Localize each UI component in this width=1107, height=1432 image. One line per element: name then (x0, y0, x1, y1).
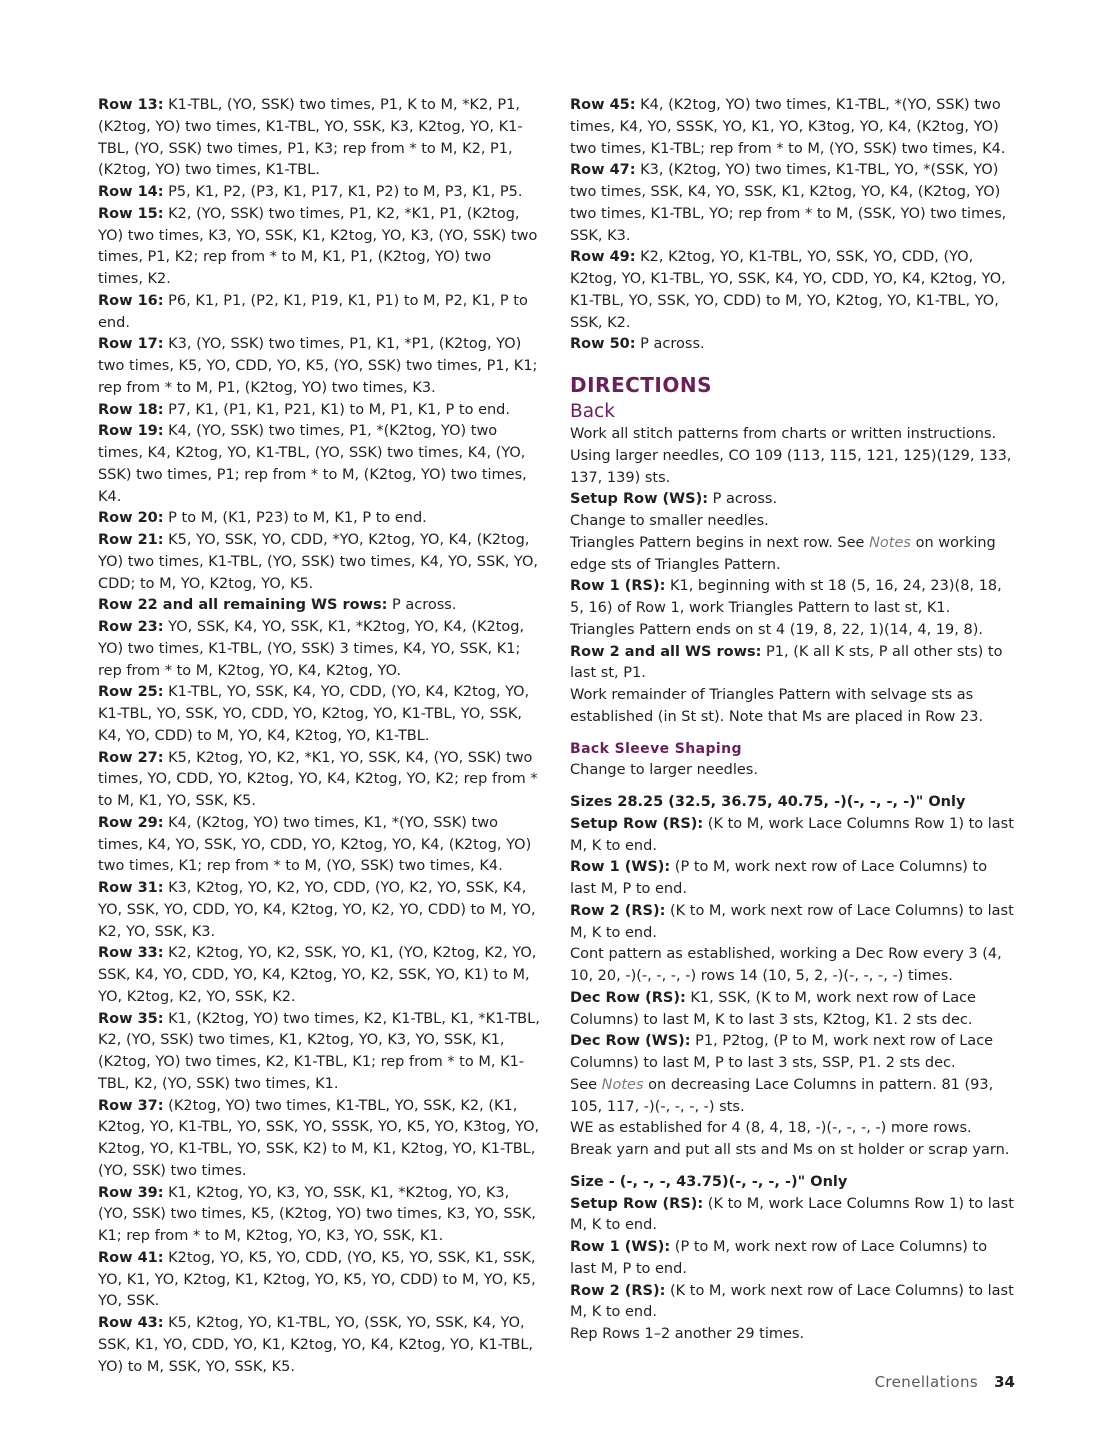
left-column (98, 95, 540, 1378)
row-instruction (98, 1009, 540, 1096)
change-larger-needles: Change to larger needles. (570, 762, 758, 779)
row-2-ws: Row 2 and all WS rows: P1, (K all K sts, P all other sts) to last st, P1. (570, 643, 1003, 682)
row-instruction (98, 291, 540, 335)
row-text: P6, K1, P1, (P2, K1, P19, K1, P1) to M, P2, K1, P to end. (98, 292, 528, 331)
setup-row-ws: Setup Row (WS): P across. (570, 491, 778, 508)
row-text: K2, K2tog, YO, K2, SSK, YO, K1, (YO, K2tog, K2, YO, SSK, K4, YO, CDD, YO, K4, K2tog, YO, K2, SSK, YO, K1) to M, YO, K2tog, K2, YO, SSK, K2. (98, 945, 537, 1005)
row-instruction (570, 160, 1015, 247)
row-text: K3, (K2tog, YO) two times, K1-TBL, YO, *(SSK, YO) two times, SSK, K4, YO, SSK, K1, K2tog, YO, K4, (K2tog, YO) two times, K1-TBL, YO; rep from * to M, (SSK, YO) two times, SSK, K3. (570, 162, 1007, 244)
row-instruction (98, 617, 540, 682)
row-text: K2tog, YO, K5, YO, CDD, (YO, K5, YO, SSK, K1, SSK, YO, K1, YO, K2tog, K1, K2tog, YO, K5, YO, CDD) to M, YO, K5, YO, SSK. (98, 1249, 536, 1310)
row-label: Row 15: (98, 205, 164, 222)
row-instruction (98, 878, 540, 943)
row-label: Row 37: (98, 1097, 164, 1114)
sizes-a-dec-row-rs: Dec Row (RS): K1, SSK, (K to M, work next row of Lace Columns) to last M, K to last 3 sts, K2tog, K1. 2 sts dec. (570, 989, 976, 1028)
change-smaller-needles: Change to smaller needles. (570, 513, 769, 529)
row-instruction (98, 813, 540, 878)
page-number: 34 (994, 1373, 1015, 1391)
row-label: Row 47: (570, 162, 636, 179)
row-text: K3, (YO, SSK) two times, P1, K1, *P1, (K2tog, YO) two times, K5, YO, CDD, YO, K5, (YO, SSK) two times, P1, K1; rep from * to M, P1, (K2tog, YO) two times, K3. (98, 336, 538, 396)
sizes-a-heading: Sizes 28.25 (32.5, 36.75, 40.75, -)(-, -, -, -)" Only (570, 794, 966, 810)
row-instruction (98, 595, 540, 617)
row-label: Row 41: (98, 1249, 164, 1266)
sizes-a-see-notes: See Notes on decreasing Lace Columns in pattern. 81 (93, 105, 117, -)(-, -, -, -) sts. (570, 1076, 994, 1115)
row-label: Row 18: (98, 401, 164, 418)
sizes-a-row-1: Row 1 (WS): (P to M, work next row of Lace Columns) to last M, P to end. (570, 859, 988, 897)
row-label: Row 29: (98, 814, 164, 831)
row-instruction (98, 508, 540, 530)
sizes-b-row-2: Row 2 (RS): (K to M, work next row of Lace Columns) to last M, K to end. (570, 1282, 1014, 1321)
row-text: K3, K2tog, YO, K2, YO, CDD, (YO, K2, YO, SSK, K4, YO, SSK, YO, CDD, YO, K4, K2tog, YO, K2, YO, CDD) to M, YO, K2, YO, SSK, K3. (98, 880, 536, 940)
row-label: Row 22 and all remaining WS rows: (98, 597, 388, 614)
back-sleeve-shaping-heading: Back Sleeve Shaping (570, 740, 742, 757)
row-instruction (98, 204, 540, 291)
sizes-a-cont: Cont pattern as established, working a Dec Row every 3 (4, 10, 20, -)(-, -, -, -) rows 14 (10, 5, 2, -)(-, -, -, -) times. (570, 946, 1002, 984)
row-text: P5, K1, P2, (P3, K1, P17, K1, P2) to M, P3, K1, P5. (163, 184, 523, 200)
row-instruction (98, 400, 540, 422)
row-text: K2, K2tog, YO, K1-TBL, YO, SSK, YO, CDD, (YO, K2tog, YO, K1-TBL, YO, SSK, K4, YO, CDD, YO, K4, K2tog, YO, K1-TBL, YO, SSK, YO, CDD) to M, YO, K2tog, YO, K1-TBL, YO, SSK, K2. (570, 249, 1006, 331)
row-instruction (570, 334, 1015, 356)
notes-link[interactable]: Notes (601, 1076, 644, 1093)
row-instruction (98, 530, 540, 595)
back-intro: Work all stitch patterns from charts or written instructions. Using larger needles, CO 109 (113, 115, 121, 125)(129, 133, 137, 139) sts. (570, 426, 1012, 486)
row-instruction (98, 748, 540, 813)
row-text: K1, (K2tog, YO) two times, K2, K1-TBL, K1, *K1-TBL, K2, (YO, SSK) two times, K1, K2tog, YO, K3, YO, SSK, K1, (K2tog, YO) two times, K2, K1-TBL, K1; rep from * to M, K1-TBL, K2, (YO, SSK) two times, K1. (98, 1010, 540, 1092)
row-label: Row 39: (98, 1184, 164, 1201)
row-label: Row 23: (98, 619, 164, 635)
row-text: K1, K2tog, YO, K3, YO, SSK, K1, *K2tog, YO, K3, (YO, SSK) two times, K5, (K2tog, YO) two times, K3, YO, SSK, K1; rep from * to M, K2tog, YO, K3, YO, SSK, K1. (98, 1184, 536, 1244)
row-label: Row 45: (570, 97, 636, 113)
row-label: Row 16: (98, 292, 164, 309)
row-text: P across. (635, 336, 705, 353)
row-text: K5, K2tog, YO, K1-TBL, YO, (SSK, YO, SSK, K4, YO, SSK, K1, YO, CDD, YO, K1, K2tog, YO, K4, K2tog, YO, K1-TBL, YO) to M, SSK, YO, SSK, K5. (98, 1315, 533, 1375)
row-label: Row 14: (98, 184, 164, 200)
sizes-b-rep: Rep Rows 1–2 another 29 times. (570, 1326, 805, 1342)
row-label: Row 35: (98, 1010, 164, 1027)
sizes-b-row-1: Row 1 (WS): (P to M, work next row of Lace Columns) to last M, P to end. (570, 1239, 988, 1277)
right-column (570, 95, 1015, 1346)
row-text: K1-TBL, (YO, SSK) two times, P1, K to M, *K2, P1, (K2tog, YO) two times, K1-TBL, YO, SSK, K3, K2tog, YO, K1-TBL, (YO, SSK) two times, P1, K3; rep from * to M, K2, P1, (K2tog, YO) two times, K1-TBL. (98, 97, 523, 179)
sizes-a-break: Break yarn and put all sts and Ms on st holder or scrap yarn. (570, 1142, 1010, 1158)
back-heading: Back (570, 401, 615, 422)
row-text: K4, (K2tog, YO) two times, K1-TBL, *(YO, SSK) two times, K4, YO, SSSK, YO, K1, YO, K3tog, YO, K4, (K2tog, YO) two times, K1-TBL; rep from * to M, (YO, SSK) two times, K4. (570, 97, 1006, 157)
row-instruction (570, 95, 1015, 160)
row-text: K4, (YO, SSK) two times, P1, *(K2tog, YO) two times, K4, K2tog, YO, K1-TBL, (YO, SSK) two times, K4, (YO, SSK) two times, P1; rep from * to M, (K2tog, YO) two times, K4. (98, 423, 527, 505)
row-label: Row 13: (98, 97, 164, 113)
sizes-a-dec-row-ws: Dec Row (WS): P1, P2tog, (P to M, work next row of Lace Columns) to last M, P to last 3 sts, SSP, P1. 2 sts dec. (570, 1033, 994, 1071)
notes-link[interactable]: Notes (869, 534, 911, 551)
row-label: Row 49: (570, 249, 636, 266)
row-text: K5, K2tog, YO, K2, *K1, YO, SSK, K4, (YO, SSK) two times, YO, CDD, YO, K2tog, YO, K4, K2tog, YO, K2; rep from * to M, K1, YO, SSK, K5. (98, 749, 538, 809)
row-instruction (98, 943, 540, 1008)
sizes-a-we: WE as established for 4 (8, 4, 18, -)(-, -, -, -) more rows. (570, 1120, 972, 1137)
row-text: (K2tog, YO) two times, K1-TBL, YO, SSK, K2, (K1, K2tog, YO, K1-TBL, YO, SSK, YO, SSSK, YO, K5, YO, K3tog, YO, K2tog, YO, K1-TBL, YO, SSK, K2) to M, K1, K2tog, YO, K1-TBL, (YO, SSK) two times. (98, 1097, 540, 1179)
row-instruction (98, 1183, 540, 1248)
sizes-a-setup-row: Setup Row (RS): (K to M, work Lace Columns Row 1) to last M, K to end. (570, 815, 1014, 854)
sizes-a-row-2: Row 2 (RS): (K to M, work next row of Lace Columns) to last M, K to end. (570, 902, 1014, 941)
row-instruction (98, 682, 540, 747)
row-instructions-continued (570, 95, 1015, 356)
row-text: P to M, (K1, P23) to M, K1, P to end. (163, 510, 427, 527)
directions-heading: DIRECTIONS (570, 373, 713, 397)
row-label: Row 50: (570, 336, 636, 353)
row-instruction (98, 95, 540, 182)
row-label: Row 20: (98, 510, 164, 527)
row-label: Row 21: (98, 532, 164, 548)
row-instruction (570, 247, 1015, 334)
row-instruction (98, 334, 540, 399)
row-text: K4, (K2tog, YO) two times, K1, *(YO, SSK) two times, K4, YO, SSK, YO, CDD, YO, K2tog, YO, K4, (K2tog, YO) two times, K1; rep from * to M, (YO, SSK) two times, K4. (98, 814, 532, 875)
remainder-note: Work remainder of Triangles Pattern with selvage sts as established (in St st). Note that Ms are placed in Row 23. (570, 687, 984, 725)
row-label: Row 19: (98, 423, 164, 440)
row-label: Row 27: (98, 749, 164, 766)
triangles-note: Triangles Pattern begins in next row. See Notes on working edge sts of Triangles Pattern. (570, 534, 996, 573)
row-label: Row 43: (98, 1315, 164, 1331)
row-instruction (98, 421, 540, 508)
row-label: Row 31: (98, 880, 164, 896)
page-footer (875, 1373, 1015, 1391)
row-instruction (98, 182, 540, 204)
pattern-title: Crenellations (874, 1373, 979, 1391)
row-instruction (98, 1313, 540, 1378)
row-text: P7, K1, (P1, K1, P21, K1) to M, P1, K1, P to end. (163, 401, 510, 418)
row-text: YO, SSK, K4, YO, SSK, K1, *K2tog, YO, K4, (K2tog, YO) two times, K1-TBL, (YO, SSK) 3 times, K4, YO, SSK, K1; rep from * to M, K2tog, YO, K4, K2tog, YO. (98, 619, 525, 679)
row-text: K2, (YO, SSK) two times, P1, K2, *K1, P1, (K2tog, YO) two times, K3, YO, SSK, K1, K2tog, YO, K3, (YO, SSK) two times, P1, K2; rep from * to M, K1, P1, (K2tog, YO) two times, K2. (98, 205, 538, 287)
row-instruction (98, 1096, 540, 1183)
row-label: Row 33: (98, 945, 164, 962)
row-label: Row 25: (98, 684, 164, 701)
row-label: Row 17: (98, 336, 164, 353)
row-text: K5, YO, SSK, YO, CDD, *YO, K2tog, YO, K4, (K2tog, YO) two times, K1-TBL, (YO, SSK) two times, K4, YO, SSK, YO, CDD; to M, YO, K2tog, YO, K5. (98, 532, 538, 592)
row-1-rs: Row 1 (RS): K1, beginning with st 18 (5, 16, 24, 23)(8, 18, 5, 16) of Row 1, work Triangles Pattern to last st, K1. Triangles Pattern ends on st 4 (19, 8, 22, 1)(14, 4, 19, 8). (570, 578, 1002, 638)
row-text: P across. (387, 597, 457, 614)
row-instruction (98, 1248, 540, 1313)
sizes-b-setup-row: Setup Row (RS): (K to M, work Lace Columns Row 1) to last M, K to end. (570, 1195, 1014, 1234)
row-text: K1-TBL, YO, SSK, K4, YO, CDD, (YO, K4, K2tog, YO, K1-TBL, YO, SSK, YO, CDD, YO, K2tog, YO, K1-TBL, YO, SSK, K4, YO, CDD) to M, YO, K4, K2tog, YO, K1-TBL. (98, 684, 530, 744)
sizes-b-heading: Size - (-, -, -, 43.75)(-, -, -, -)" Only (570, 1173, 848, 1190)
